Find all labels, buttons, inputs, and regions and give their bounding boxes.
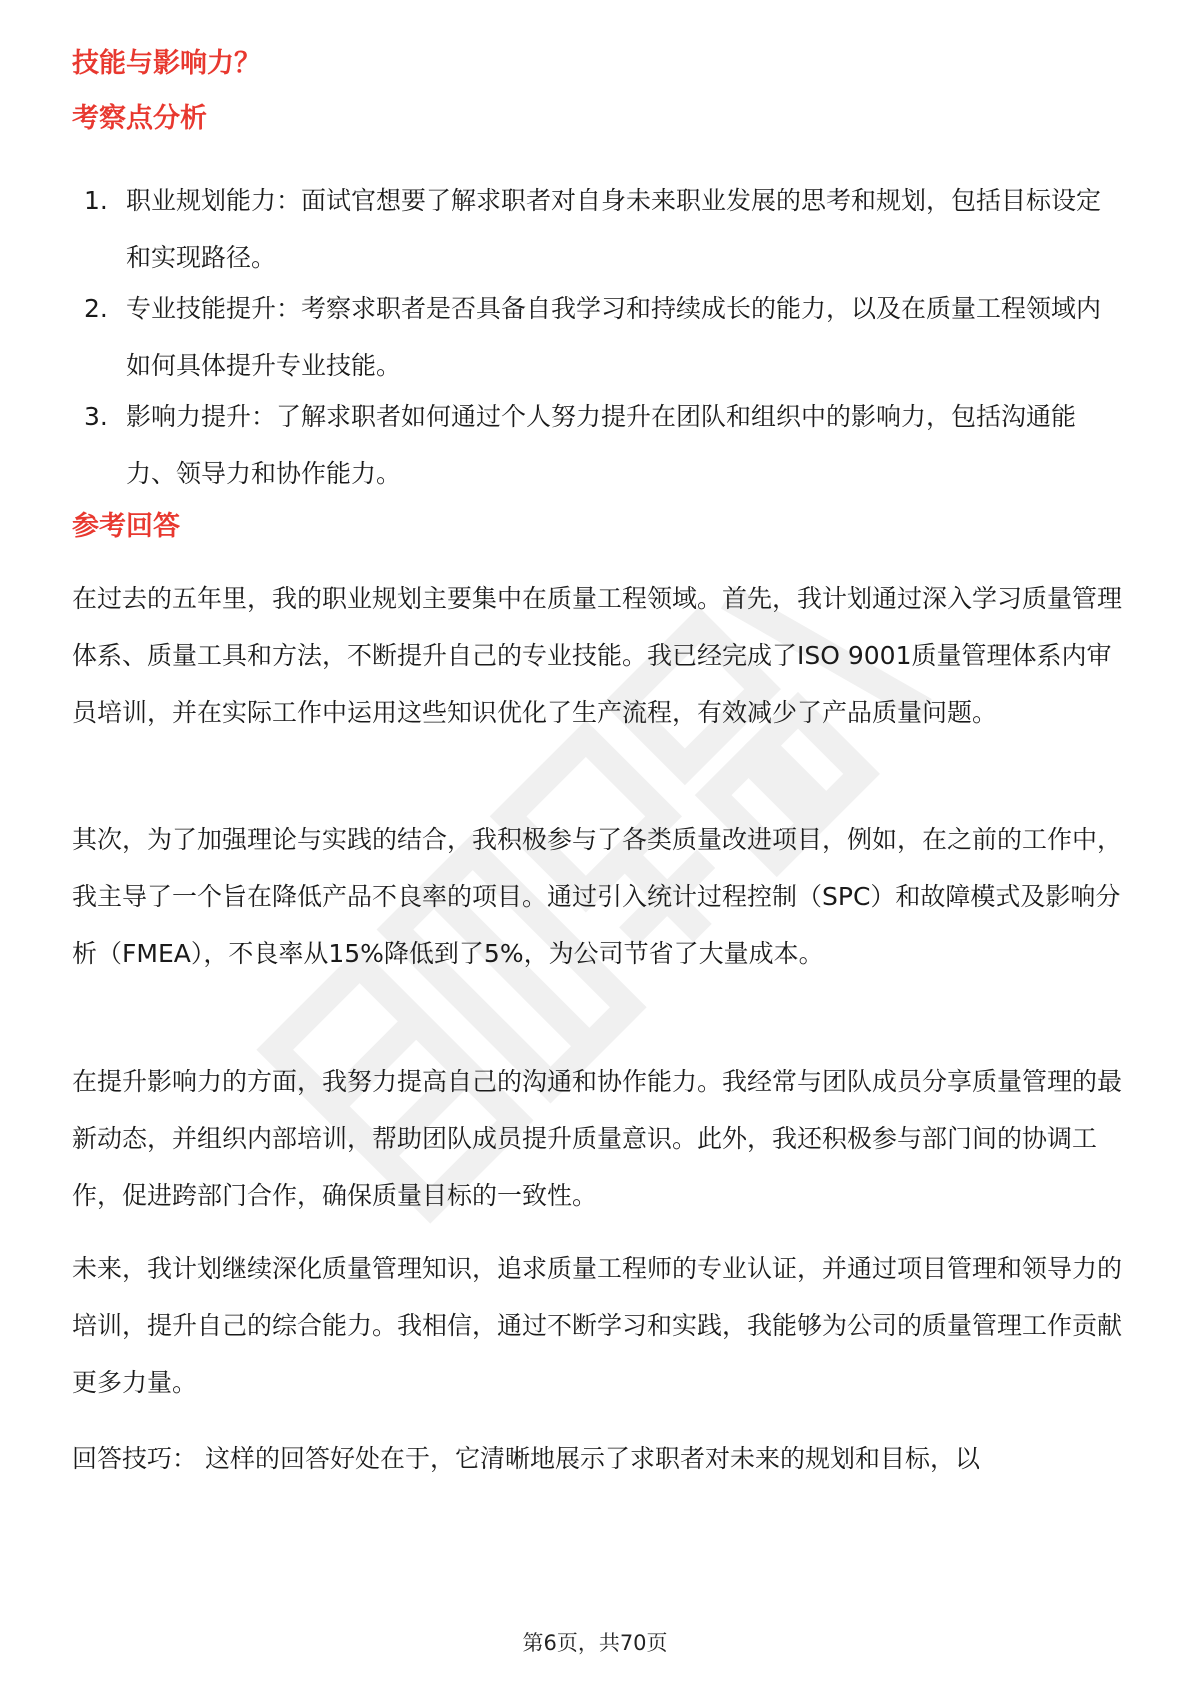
list-item-number: 2.	[84, 294, 108, 323]
list-item-number: 3.	[84, 402, 108, 431]
heading-analysis: 考察点分析	[72, 103, 207, 134]
page-number: 第6页，共70页	[522, 1631, 668, 1655]
answer-tips-paragraph: 回答技巧： 这样的回答好处在于，它清晰地展示了求职者对未来的规划和目标，以	[72, 1444, 980, 1473]
answer-paragraph: 未来，我计划继续深化质量管理知识，追求质量工程师的专业认证，并通过项目管理和领导力的培训，提升自己的综合能力。我相信，通过不断学习和实践，我能够为公司的质量管理工作贡献更多力量。	[72, 1254, 1123, 1397]
section-title-tail: 技能与影响力？	[72, 48, 261, 79]
answer-paragraph: 在提升影响力的方面，我努力提高自己的沟通和协作能力。我经常与团队成员分享质量管理的最新动态，并组织内部培训，帮助团队成员提升质量意识。此外，我还积极参与部门间的协调工作，促进跨部门合作，确保质量目标的一致性。	[72, 1067, 1123, 1210]
list-item-text: 影响力提升：了解求职者如何通过个人努力提升在团队和组织中的影响力，包括沟通能力、领导力和协作能力。	[126, 402, 1077, 488]
list-item-text: 职业规划能力：面试官想要了解求职者对自身未来职业发展的思考和规划，包括目标设定和实现路径。	[126, 186, 1102, 272]
heading-reference-answer: 参考回答	[72, 511, 180, 542]
answer-paragraph: 在过去的五年里，我的职业规划主要集中在质量工程领域。首先，我计划通过深入学习质量管理体系、质量工具和方法，不断提升自己的专业技能。我已经完成了ISO 9001质量管理体系内审员培训，并在实际工作中运用这些知识优化了生产流程，有效减少了产品质量问题。	[72, 584, 1123, 727]
answer-paragraph: 其次，为了加强理论与实践的结合，我积极参与了各类质量改进项目，例如，在之前的工作中，我主导了一个旨在降低产品不良率的项目。通过引入统计过程控制（SPC）和故障模式及影响分析（FMEA），不良率从15%降低到了5%，为公司节省了大量成本。	[72, 825, 1123, 968]
list-item-number: 1.	[84, 186, 108, 215]
list-item-text: 专业技能提升：考察求职者是否具备自我学习和持续成长的能力，以及在质量工程领域内如何具体提升专业技能。	[126, 294, 1102, 380]
